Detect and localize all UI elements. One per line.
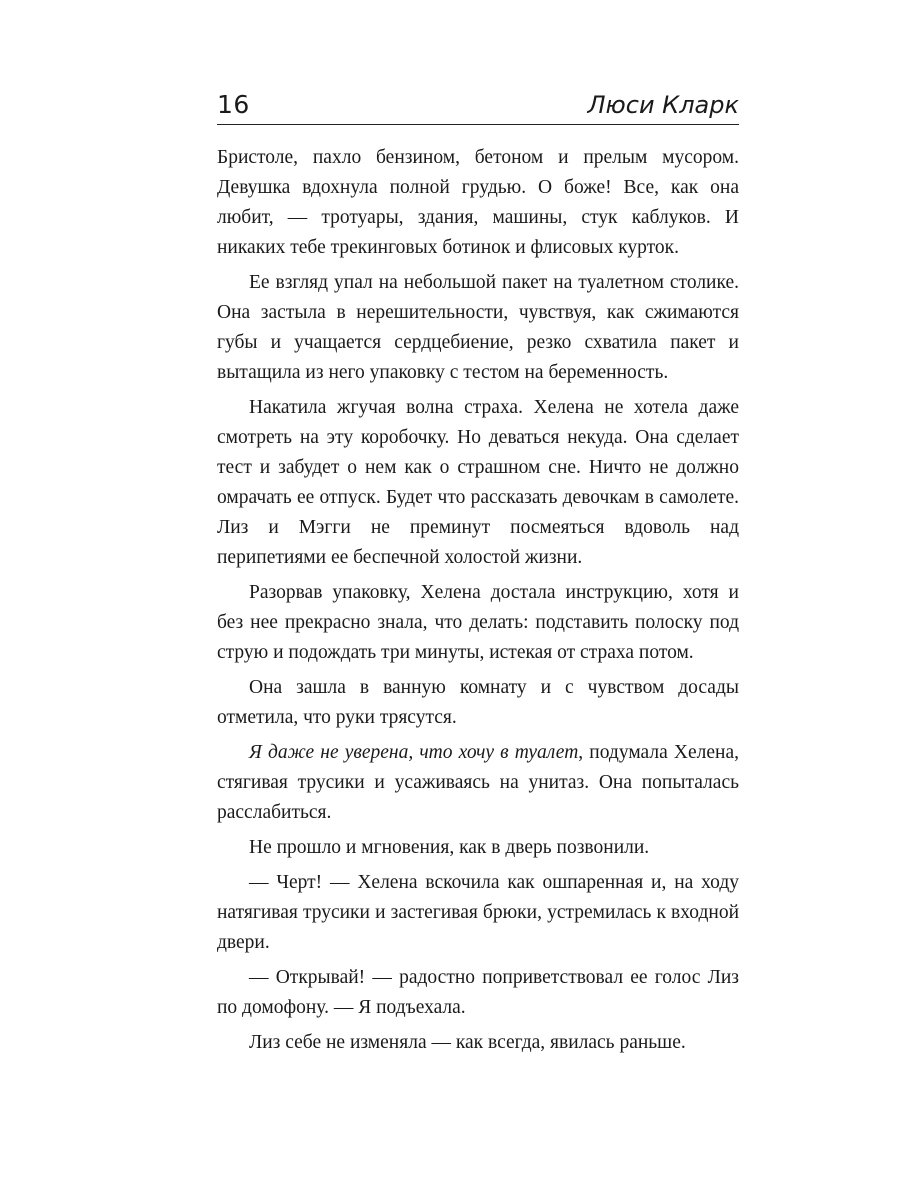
page-number: 16 [217, 90, 250, 119]
dialogue-paragraph: — Открывай! — радостно поприветствовал ее голос Лиз по домофону. — Я подъехала. [217, 967, 739, 1018]
paragraph: Ее взгляд упал на небольшой пакет на туалетном столике. Она застыла в нерешительности, чувствуя, как сжимаются губы и учащается сердцебиение, резко схватила пакет и вытащила из него упаковку с тестом на беременность. [217, 272, 739, 383]
paragraph-with-thought [217, 738, 739, 828]
italic-thought: Я даже не уверена, что хочу в туалет [249, 742, 579, 763]
author-name: Люси Кларк [587, 91, 739, 119]
paragraph: Не прошло и мгновения, как в дверь позвонили. [249, 837, 650, 858]
paragraph-rest: , подумала Хелена, стягивая трусики и усаживаясь на унитаз. Она попыталась расслабиться. [217, 742, 740, 823]
dialogue-paragraph: — Черт! — Хелена вскочила как ошпаренная и, на ходу натягивая трусики и застегивая брюки, устремилась к входной двери. [217, 872, 739, 953]
paragraph: Она зашла в ванную комнату и с чувством досады отметила, что руки трясутся. [217, 677, 739, 728]
paragraph: Лиз себе не изменяла — как всегда, явилась раньше. [249, 1032, 686, 1053]
paragraph: Накатила жгучая волна страха. Хелена не хотела даже смотреть на эту коробочку. Но деваться некуда. Она сделает тест и забудет о нем как о страшном сне. Ничто не должно омрачать ее отпуск. Будет что рассказать девочкам в самолете. Лиз и Мэгги не преминут посмеяться вдоволь над перипетиями ее беспечной холостой жизни. [217, 397, 739, 568]
paragraph: Бристоле, пахло бензином, бетоном и прелым мусором. Девушка вдохнула полной грудью. О боже! Все, как она любит, — тротуары, здания, машины, стук каблуков. И никаких тебе трекинговых ботинок и флисовых курток. [217, 147, 739, 258]
running-header [217, 90, 739, 125]
paragraph: Разорвав упаковку, Хелена достала инструкцию, хотя и без нее прекрасно знала, что делать: подставить полоску под струю и подождать три минуты, истекая от страха потом. [217, 582, 739, 663]
body-text [217, 143, 739, 1063]
